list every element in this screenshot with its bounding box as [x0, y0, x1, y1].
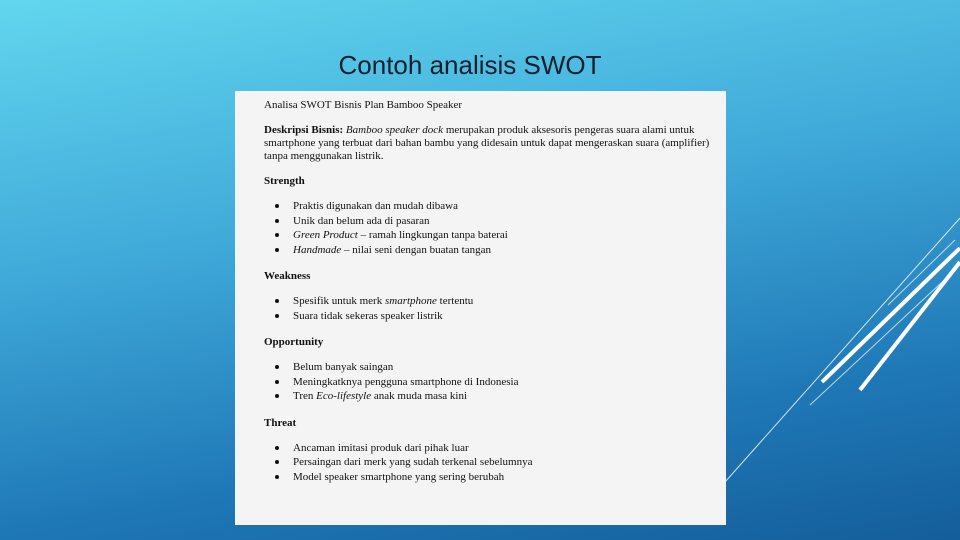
list-item: Meningkatknya pengguna smartphone di Indonesia — [264, 376, 726, 391]
bullet-icon — [275, 204, 279, 208]
list-item: Ancaman imitasi produk dari pihak luar — [264, 442, 726, 457]
opportunity-title: Opportunity — [264, 336, 324, 348]
weakness-title: Weakness — [264, 270, 311, 282]
list-item: Belum banyak saingan — [264, 361, 726, 376]
list-item: Persaingan dari merk yang sudah terkenal sebelumnya — [264, 456, 726, 471]
bullet-icon — [275, 365, 279, 369]
threat-list — [264, 442, 726, 486]
bullet-icon — [275, 314, 279, 318]
strength-list — [264, 200, 726, 258]
list-item: Praktis digunakan dan mudah dibawa — [264, 200, 726, 215]
list-item: Model speaker smartphone yang sering berubah — [264, 471, 726, 486]
slide-title: Contoh analisis SWOT — [338, 50, 602, 80]
description-product: Bamboo speaker dock — [345, 124, 444, 136]
weakness-list — [264, 295, 726, 324]
bullet-icon — [275, 299, 279, 303]
list-item: Tren Eco-lifestyle anak muda masa kini — [264, 390, 726, 405]
description-text: merupakan produk aksesoris pengeras suara alami untuk smartphone yang terbuat dari bahan bambu yang didesain untuk dapat mengeraskan suara (amplifier) tanpa menggunakan listrik. — [264, 124, 710, 162]
list-item: Spesifik untuk merk smartphone tertentu — [264, 295, 726, 310]
bullet-icon — [275, 475, 279, 479]
bullet-icon — [275, 460, 279, 464]
document-content — [264, 99, 726, 497]
strength-title: Strength — [264, 175, 305, 187]
bullet-icon — [275, 394, 279, 398]
threat-title: Threat — [264, 416, 297, 429]
bullet-icon — [275, 446, 279, 450]
list-item: Unik dan belum ada di pasaran — [264, 215, 726, 230]
document-image — [235, 91, 726, 525]
list-item: Green Product – ramah lingkungan tanpa baterai — [264, 229, 726, 244]
bullet-icon — [275, 248, 279, 252]
bullet-icon — [275, 219, 279, 223]
business-description — [264, 124, 726, 163]
list-item: Suara tidak sekeras speaker listrik — [264, 310, 726, 325]
list-item: Handmade – nilai seni dengan buatan tangan — [264, 244, 726, 259]
bullet-icon — [275, 233, 279, 237]
document-heading: Analisa SWOT Bisnis Plan Bamboo Speaker — [264, 99, 463, 111]
description-label: Deskripsi Bisnis: — [264, 124, 344, 136]
opportunity-list — [264, 361, 726, 405]
bullet-icon — [275, 380, 279, 384]
